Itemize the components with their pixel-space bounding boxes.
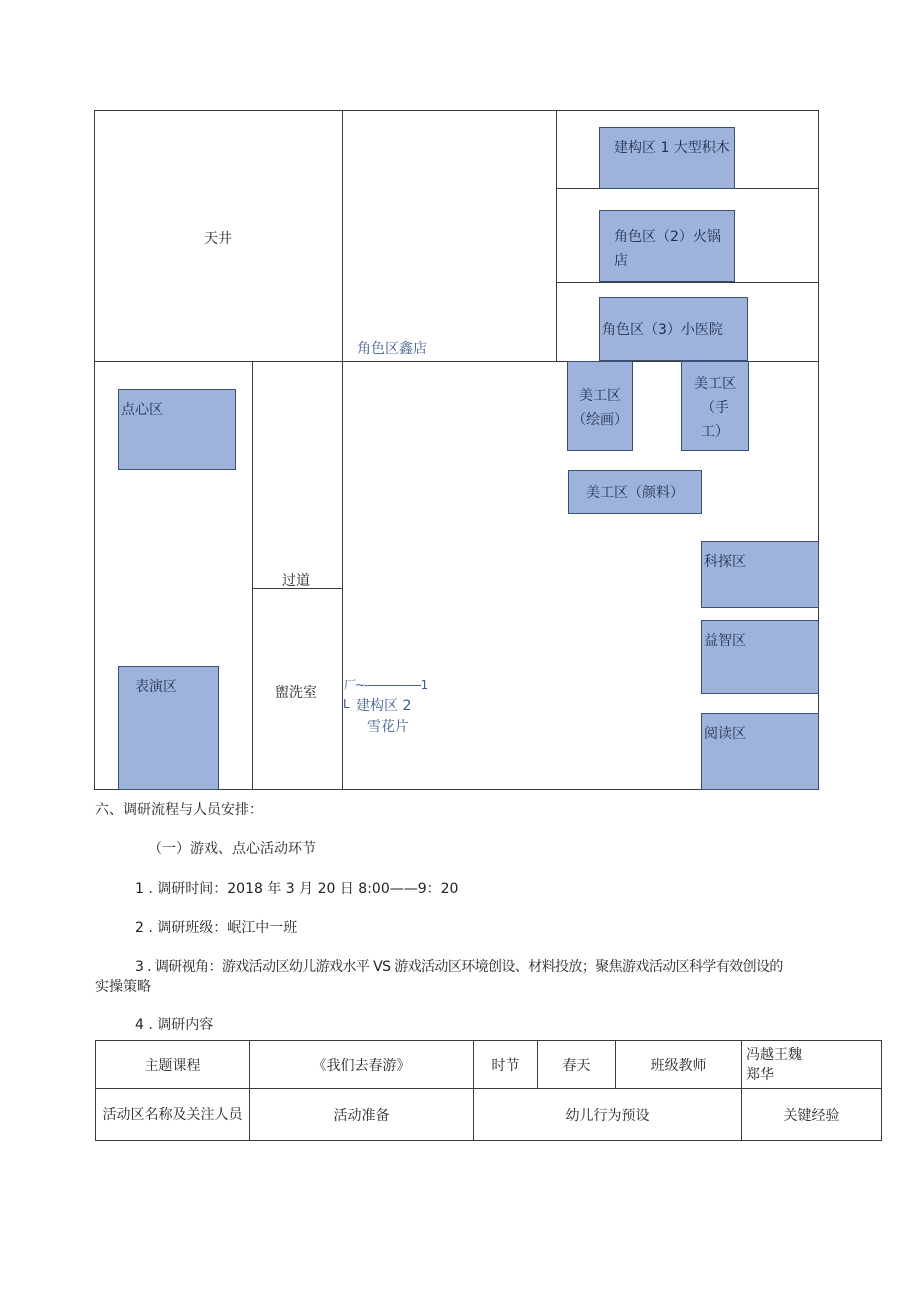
table-row (96, 1041, 882, 1089)
zone-science: 科探区 (701, 541, 819, 608)
plan-border-left (94, 110, 95, 790)
item-research-perspective-cont: 实操策略 (95, 979, 151, 995)
zone-build2-label: 建构区 2 (356, 698, 412, 714)
research-content-table (95, 1040, 882, 1141)
zone-art-drawing: 美工区 （绘画） (567, 361, 633, 451)
cell-teacher-value: 冯越王魏 郑华 (742, 1041, 882, 1089)
table-row (96, 1089, 882, 1141)
room-courtyard: 天井 (204, 231, 232, 247)
cell-behavior-header: 幼儿行为预设 (474, 1089, 742, 1141)
zone-puzzle: 益智区 (701, 620, 819, 694)
zone-reading: 阅读区 (701, 713, 819, 790)
item-research-class: 2 . 调研班级：岷江中一班 (135, 920, 298, 936)
zone-art-paint: 美工区（颜料） (568, 470, 702, 514)
zone-role-hospital: 角色区（3）小医院 (599, 297, 748, 361)
zone-performance: 表演区 (118, 666, 219, 790)
zone-role-hotpot: 角色区（2）火锅店 (599, 210, 735, 282)
zone-building-blocks: 建构区 1 大型积木 (599, 127, 735, 189)
cell-theme-value: 《我们去春游》 (250, 1041, 474, 1089)
zone-snack: 点心区 (118, 389, 236, 470)
wall-vertical-342 (342, 110, 343, 790)
cell-season-value: 春天 (538, 1041, 616, 1089)
cell-key-experience-header: 关键经验 (742, 1089, 882, 1141)
cell-preparation-header: 活动准备 (250, 1089, 474, 1141)
wall-vertical-556 (556, 110, 557, 361)
room-washroom: 盥洗室 (275, 685, 317, 701)
cell-teacher-label: 班级教师 (616, 1041, 742, 1089)
cell-season-label: 时节 (474, 1041, 538, 1089)
zone-build2-bracket: 厂~-----------------1 (344, 678, 428, 692)
item-research-time: 1 . 调研时间：2018 年 3 月 20 日 8:00——9：20 (135, 881, 459, 897)
room-hotpot-store: 角色区鑫店 (357, 341, 427, 357)
section-heading: 六、调研流程与人员安排： (95, 802, 263, 818)
item-research-content: 4 . 调研内容 (135, 1017, 214, 1033)
zone-build2-sub: 雪花片 (367, 719, 409, 735)
zone-art-handcraft: 美工区 （手 工） (681, 361, 749, 451)
wall-vertical-252 (252, 361, 253, 790)
wall-right-2 (556, 282, 819, 283)
cell-area-name-header: 活动区名称及关注人员 (96, 1089, 250, 1141)
plan-border-top (94, 110, 819, 111)
subheading: （一）游戏、点心活动环节 (148, 841, 316, 857)
zone-build2-prefix: L (343, 697, 350, 711)
cell-theme-label: 主题课程 (96, 1041, 250, 1089)
item-research-perspective: 3 . 调研视角：游戏活动区幼儿游戏水平 VS 游戏活动区环境创设、材料投放；聚焦游戏活动区科学有效创设的 (135, 959, 783, 975)
room-corridor: 过道 (282, 573, 310, 589)
